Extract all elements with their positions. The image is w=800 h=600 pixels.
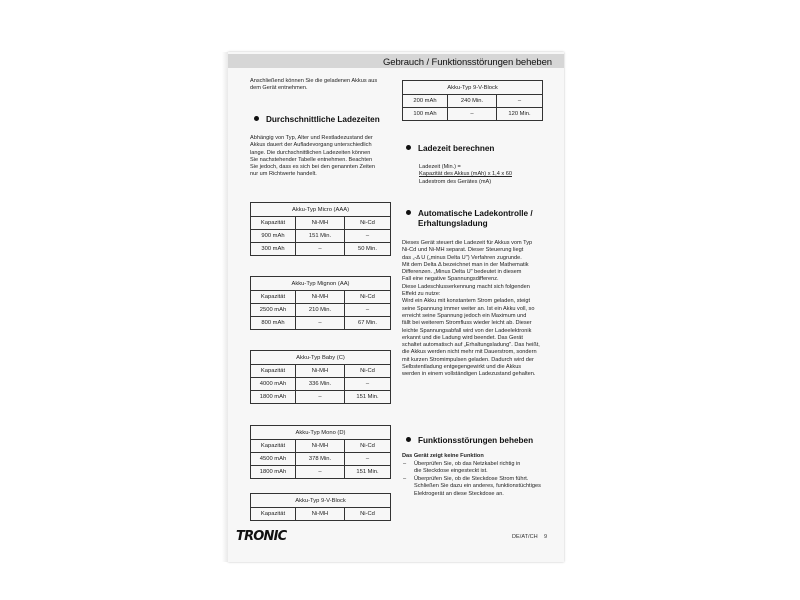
ladezeiten-text: Abhängig von Typ, Alter und Restladezustand der Akkus dauert der Aufladevorgang unterschiedlich lange. Die durchschnittlichen Ladezeiten können Sie nachstehender Tabelle entnehmen. Beachten Sie jedoch, dass es sich bei den genannten Zeiten nur um Richtwerte handelt. xyxy=(250,135,376,178)
table-cell: 4500 mAh xyxy=(251,453,296,466)
table-cell: Ni-MH xyxy=(296,365,345,378)
list-dash: – xyxy=(403,476,407,482)
table-row xyxy=(251,230,391,243)
table-cell: Ni-MH xyxy=(296,217,345,230)
table-cell: 800 mAh xyxy=(251,317,296,330)
table-cell: – xyxy=(448,108,497,121)
table-row xyxy=(251,453,391,466)
stoerungen-subtitle: Das Gerät zeigt keine Funktion xyxy=(402,453,484,459)
table-cell: – xyxy=(345,378,391,391)
bullet-icon xyxy=(254,116,259,121)
table-row xyxy=(403,95,543,108)
table-cell: Kapazität xyxy=(251,291,296,304)
table-cell: Kapazität xyxy=(251,365,296,378)
table-cell: Kapazität xyxy=(251,440,296,453)
table-cell: 151 Min. xyxy=(345,466,391,479)
table-cell: 100 mAh xyxy=(403,108,448,121)
table-cell: 2500 mAh xyxy=(251,304,296,317)
table-cell: – xyxy=(345,230,391,243)
table-cell: – xyxy=(296,243,345,256)
table-title: Akku-Typ Micro (AAA) xyxy=(251,203,391,217)
table-title: Akku-Typ Baby (C) xyxy=(251,351,391,365)
table-row xyxy=(251,317,391,330)
table-title: Akku-Typ Mono (D) xyxy=(251,426,391,440)
list-item: Überprüfen Sie, ob die Steckdose Strom führt. Schließen Sie dazu ein anderes, funktionstüchtiges Elektrogerät an diese Steckdose an. xyxy=(414,476,541,497)
table-cell: Ni-MH xyxy=(296,291,345,304)
list-item: Überprüfen Sie, ob das Netzkabel richtig in die Steckdose eingesteckt ist. xyxy=(414,461,521,475)
bullet-icon xyxy=(406,145,411,150)
table-cell: 50 Min. xyxy=(345,243,391,256)
page-number: 9 xyxy=(544,534,548,540)
table-cell: 1800 mAh xyxy=(251,466,296,479)
table-cell: – xyxy=(296,391,345,404)
table-cell: Ni-MH xyxy=(296,440,345,453)
page-title: Gebrauch / Funktionsstörungen beheben xyxy=(382,57,552,68)
table-cell: Ni-Cd xyxy=(345,217,391,230)
table-cell: Ni-Cd xyxy=(345,440,391,453)
table-row xyxy=(403,108,543,121)
table-cell: Kapazität xyxy=(251,508,296,521)
table-cell: 1800 mAh xyxy=(251,391,296,404)
table-cell: – xyxy=(296,466,345,479)
header-bar xyxy=(228,54,564,68)
table-cell: 240 Min. xyxy=(448,95,497,108)
list-dash: – xyxy=(403,461,407,467)
table-cell: – xyxy=(345,304,391,317)
table-title: Akku-Typ 9-V-Block xyxy=(251,494,391,508)
table-cell: – xyxy=(296,317,345,330)
bullet-icon xyxy=(406,437,411,442)
table-cell: 151 Min. xyxy=(345,391,391,404)
table-cell: 300 mAh xyxy=(251,243,296,256)
table-cell: 336 Min. xyxy=(296,378,345,391)
table-cell: 67 Min. xyxy=(345,317,391,330)
table-cell: Ni-Cd xyxy=(345,365,391,378)
table-row xyxy=(251,378,391,391)
section-heading-auto: Automatische Ladekontrolle / Erhaltungsladung xyxy=(406,209,533,228)
table-cell: 900 mAh xyxy=(251,230,296,243)
bullet-icon xyxy=(406,210,411,215)
table-cell: 210 Min. xyxy=(296,304,345,317)
footer-region: DE/AT/CH xyxy=(512,534,538,540)
section-heading-stoerungen: Funktionsstörungen beheben xyxy=(406,436,533,446)
tronic-logo: TRONIC xyxy=(236,529,287,544)
table-cell: Kapazität xyxy=(251,217,296,230)
table-cell: Ni-MH xyxy=(296,508,345,521)
table-row xyxy=(251,304,391,317)
manual-page xyxy=(228,52,564,562)
table-cell: – xyxy=(497,95,543,108)
table-cell: 120 Min. xyxy=(497,108,543,121)
table-mono-d xyxy=(250,425,391,479)
table-mignon-aa xyxy=(250,276,391,330)
table-baby-c xyxy=(250,350,391,404)
table-cell: 200 mAh xyxy=(403,95,448,108)
table-row xyxy=(251,243,391,256)
formula: Ladezeit (Min.) = Kapazität des Akkus (mAh) x 1,4 x 60 Ladestrom des Gerätes (mA) xyxy=(419,164,512,185)
table-9v-block-values xyxy=(402,80,543,121)
table-row xyxy=(251,391,391,404)
table-micro-aaa xyxy=(250,202,391,256)
table-title: Akku-Typ Mignon (AA) xyxy=(251,277,391,291)
table-title: Akku-Typ 9-V-Block xyxy=(403,81,543,95)
table-cell: 4000 mAh xyxy=(251,378,296,391)
table-cell: – xyxy=(345,453,391,466)
table-row xyxy=(251,466,391,479)
auto-text: Dieses Gerät steuert die Ladezeit für Akkus vom Typ Ni-Cd und Ni-MH separat. Dieser Steuerung liegt das „-Δ U („minus Delta U") Verfahren zugrunde. Mit dem Delta Δ bezeichnet man in der Mathematik Differenzen. „Minus Delta U" bedeutet in diesem Fall eine negative Spannungsdifferenz. Diese Ladeschlusserkennung macht sich folgenden Effekt zu nutze: Wird ein Akku mit konstantem Strom geladen, steigt seine Spannung immer weiter an. Ist ein Akku voll, so erreicht seine Spannung jedoch ein Maximum und fällt bei weiterem Stromfluss wieder leicht ab. Dieser leichte Spannungsabfall wird von der Ladeelektronik erkannt und die Ladung wird beendet. Das Gerät schaltet automatisch auf „Erhaltungsladung". Das heißt, die Akkus werden nicht mehr mit Dauerstrom, sondern mit kurzen Stromimpulsen geladen. Dadurch wird der Selbstentladung entgegengewirkt und die Akkus werden in einem vollständigen Ladezustand gehalten. xyxy=(402,240,540,378)
table-cell: Ni-Cd xyxy=(345,291,391,304)
intro-text: Anschließend können Sie die geladenen Akkus aus dem Gerät entnehmen. xyxy=(250,78,378,92)
table-cell: 378 Min. xyxy=(296,453,345,466)
section-heading-ladezeiten: Durchschnittliche Ladezeiten xyxy=(254,115,380,125)
section-heading-berechnen: Ladezeit berechnen xyxy=(406,144,494,154)
table-9v-block-header xyxy=(250,493,391,521)
table-cell: 151 Min. xyxy=(296,230,345,243)
table-cell: Ni-Cd xyxy=(345,508,391,521)
